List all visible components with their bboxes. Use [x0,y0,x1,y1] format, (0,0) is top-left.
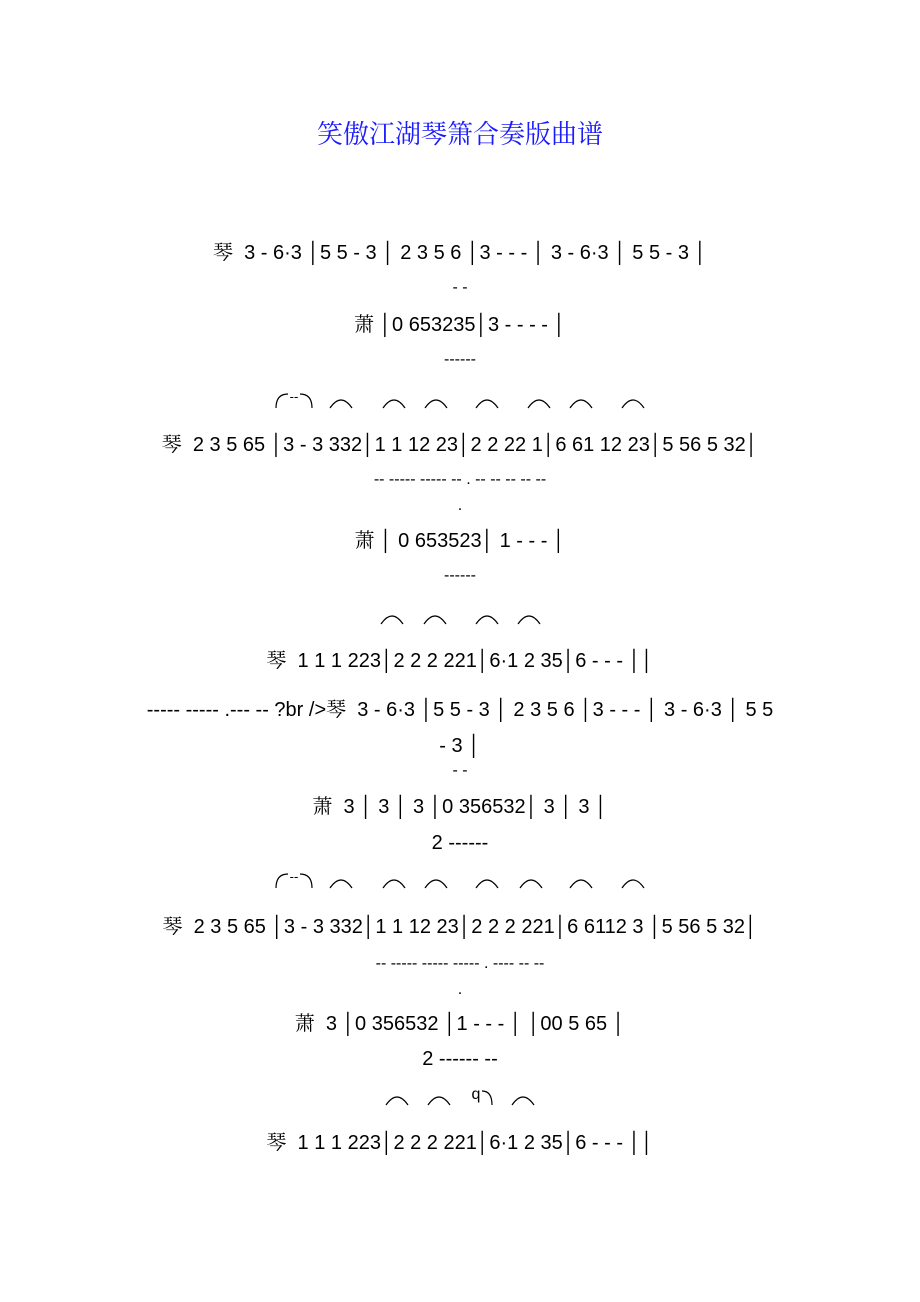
octave-dot-1: . [457,497,463,514]
slur-arc [425,400,447,408]
slur-arc [276,394,288,408]
underline-marks-4: ------ [444,567,476,584]
slur-arc [300,874,312,888]
qin-line-2: 琴 2 3 5 65 │3 - 3 332│1 1 12 23│2 2 22 1│6 61 12 23│5 56 5 32│ [161,434,759,456]
slur-arc [476,880,498,888]
slur-arc [425,880,447,888]
page-title: 笑傲江湖琴箫合奏版曲谱 [316,120,603,150]
slur-arc [300,394,312,408]
svg-text:--: -- [289,869,299,884]
underline-marks-2: ------ [444,351,476,368]
mixed-line: ----- ----- .--- -- ?br />琴 3 - 6·3 │5 5 - 3 │ 2 3 5 6 │3 - - - │ 3 - 6·3 │ 5 5 [146,699,774,721]
slur-arc [622,880,644,888]
slur-arc [518,616,540,624]
slur-arcs-1 [0,388,920,412]
slur-arc [476,400,498,408]
xiao-line-3: 萧 3 │ 3 │ 3 │0 356532│ 3 │ 3 │ [312,796,608,818]
slur-arc [276,874,288,888]
slur-arc [476,616,498,624]
slur-arc [383,400,405,408]
slur-arcs-2 [0,604,920,628]
slur-arc [528,400,550,408]
underline-marks-6: 2 ------ [431,832,489,854]
xiao-line-2: 萧 │ 0 653523│ 1 - - - │ [354,530,566,552]
qin-line-3: 琴 1 1 1 223│2 2 2 221│6·1 2 35│6 - - - ││ [266,650,654,672]
slur-arc [383,880,405,888]
octave-dot-2: . [457,981,463,998]
xiao-line-4: 萧 3 │0 356532 │1 - - - │ │00 5 65 │ [294,1013,626,1035]
underline-marks-1: - - [452,279,468,296]
slur-arc [622,400,644,408]
underline-marks-8: 2 ------ -- [422,1048,498,1070]
slur-arc [330,400,352,408]
underline-marks-5: - - [452,762,468,779]
qin-line-4: 琴 2 3 5 65 │3 - 3 332│1 1 12 23│2 2 2 221│6 6112 3 │5 56 5 32│ [162,916,758,938]
slur-arc [570,880,592,888]
slur-arc [330,880,352,888]
svg-text:--: -- [289,389,299,404]
slur-arc [570,400,592,408]
underline-marks-7: -- ----- ----- ----- . ---- -- -- [375,955,545,972]
stray-mark: q [471,1086,481,1103]
slur-arc [424,616,446,624]
xiao-line-1: 萧 │0 653235│3 - - - - │ [353,314,567,336]
slur-arcs-3 [0,868,920,892]
qin-line-5: 琴 1 1 1 223│2 2 2 221│6·1 2 35│6 - - - ││ [266,1132,654,1154]
slur-arc [381,616,403,624]
slur-arc [520,880,542,888]
mixed-line-continuation: - 3 │ [439,735,481,757]
underline-marks-3: -- ----- ----- -- . -- -- -- -- -- [373,471,547,488]
qin-line-1: 琴 3 - 6·3 │5 5 - 3 │ 2 3 5 6 │3 - - - │ 3 - 6·3 │ 5 5 - 3 │ [212,242,708,264]
